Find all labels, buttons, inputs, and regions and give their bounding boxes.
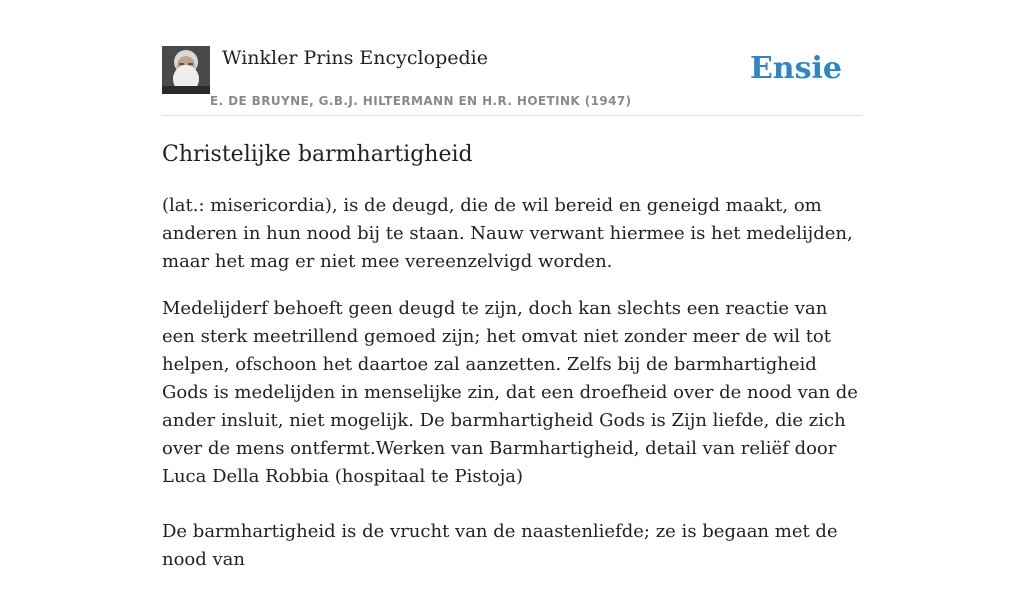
avatar-image	[162, 46, 210, 94]
header-divider	[162, 115, 862, 116]
page	[162, 0, 862, 570]
source-title[interactable]: Winkler Prins Encyclopedie	[222, 47, 488, 69]
authors-byline: E. DE BRUYNE, G.B.J. HILTERMANN EN H.R. HOETINK (1947)	[210, 94, 632, 108]
article-paragraph: Medelijderf behoeft geen deugd te zijn, doch kan slechts een reactie van een sterk meetrillend gemoed zijn; het omvat niet zonder meer de wil tot helpen, ofschoon het daartoe zal aanzetten. Zelfs bij de barmhartigheid Gods is medelijden in menselijke zin, dat een droefheid over de nood van de ander insluit, niet mogelijk. De barmhartigheid Gods is Zijn liefde, die zich over de mens ontfermt.Werken van Barmhartigheid, detail van reliëf door Luca Della Robbia (hospitaal te Pistoja)	[162, 298, 858, 487]
article-title: Christelijke barmhartigheid	[162, 142, 473, 167]
article-paragraph: (lat.: misericordia), is de deugd, die de wil bereid en geneigd maakt, om anderen in hun nood bij te staan. Nauw verwant hiermee is het medelijden, maar het mag er niet mee vereenzelvigd worden.	[162, 195, 853, 272]
author-portrait-icon[interactable]	[162, 46, 210, 94]
article-paragraph: De barmhartigheid is de vrucht van de naastenliefde; ze is begaan met de nood van	[162, 521, 838, 570]
article-body	[162, 192, 862, 593]
brand-logo[interactable]: Ensie	[749, 51, 842, 86]
